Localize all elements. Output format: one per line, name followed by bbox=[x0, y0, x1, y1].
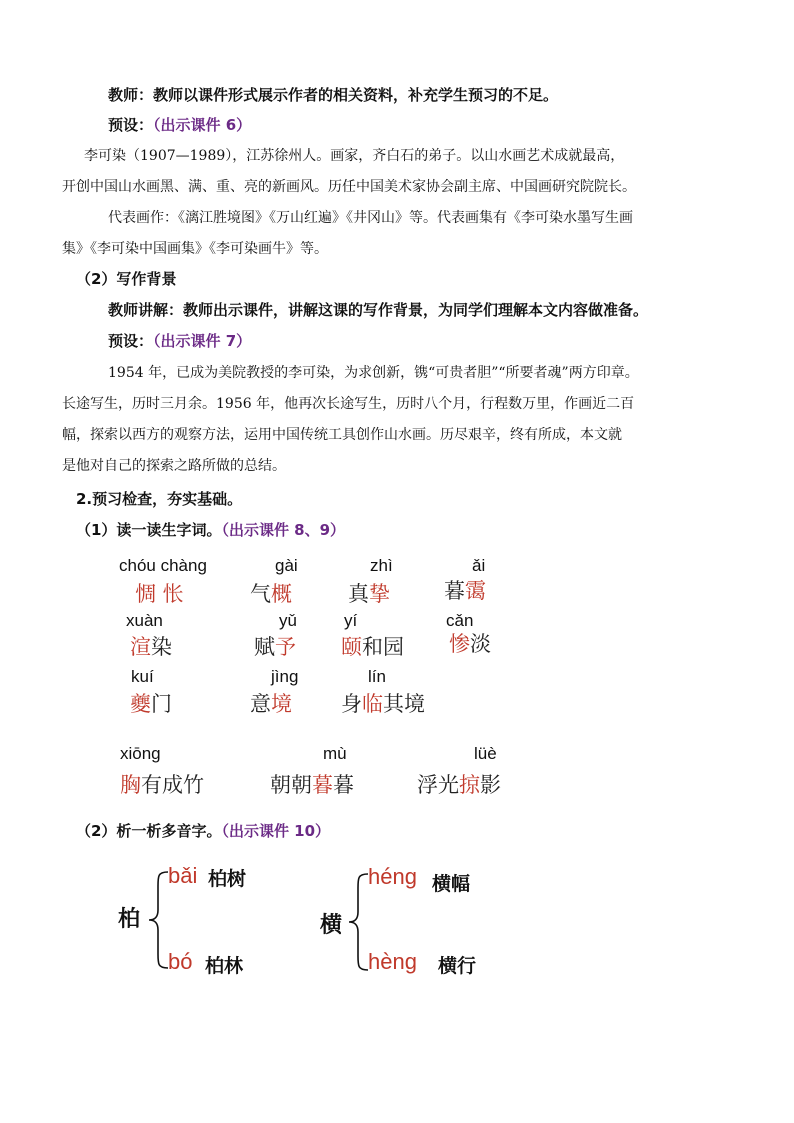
pinyin: lín bbox=[368, 667, 386, 686]
bio-line: 开创中国山水画黑、满、重、亮的新画风。历任中国美术家协会副主席、中国画研究院院长。 bbox=[62, 179, 636, 195]
context-char: 其境 bbox=[383, 692, 425, 716]
teacher-intro-text: 教师以课件形式展示作者的相关资料，补充学生预习的不足。 bbox=[153, 86, 559, 104]
bio-line: 李可染（1907—1989），江苏徐州人。画家，齐白石的弟子。以山水画艺术成就最高， bbox=[84, 148, 625, 164]
preset-1 bbox=[108, 114, 251, 135]
context-char: 身 bbox=[341, 692, 362, 716]
background-line: 1954 年，已成为美院教授的李可染，为求创新，镌“可贵者胆”“所要者魂”两方印章。 bbox=[108, 365, 639, 381]
subsection-label: （1）读一读生字词。 bbox=[76, 521, 222, 539]
courseware-ref: （出示课件 6） bbox=[153, 116, 252, 134]
background-line: 幅，探索以西方的观察方法，运用中国传统工具创作山水画。历尽艰辛，终有所成，本文就 bbox=[62, 427, 622, 443]
courseware-ref: （出示课件 7） bbox=[153, 332, 252, 350]
context-char: 朝朝 bbox=[270, 773, 312, 797]
vocab-word bbox=[444, 575, 486, 605]
vocab-word bbox=[341, 688, 425, 718]
vocab-word bbox=[341, 631, 404, 661]
target-char: 挚 bbox=[369, 582, 390, 606]
teacher-explain bbox=[108, 299, 648, 320]
context-char: 意 bbox=[250, 692, 271, 716]
context-char: 淡 bbox=[470, 632, 491, 656]
pinyin: xiōng bbox=[120, 744, 161, 763]
target-char: 惆 怅 bbox=[135, 582, 184, 606]
vocab-word bbox=[348, 578, 390, 608]
bio-line: 集》《李可染中国画集》《李可染画牛》等。 bbox=[62, 241, 328, 257]
vocab-word bbox=[120, 769, 204, 799]
pinyin: yǔ bbox=[279, 611, 297, 630]
target-char: 临 bbox=[362, 692, 383, 716]
context-char: 有成竹 bbox=[141, 773, 204, 797]
target-char: 胸 bbox=[120, 773, 141, 797]
section-title: （2）写作背景 bbox=[76, 270, 177, 288]
vocab-word bbox=[449, 628, 491, 658]
context-char: 影 bbox=[480, 773, 501, 797]
target-char: 予 bbox=[275, 635, 296, 659]
target-char: 惨 bbox=[449, 632, 470, 656]
context-char: 门 bbox=[151, 692, 172, 716]
teacher-intro bbox=[108, 84, 558, 105]
subsection-2 bbox=[76, 820, 330, 841]
pinyin: lüè bbox=[474, 744, 497, 763]
target-char: 颐 bbox=[341, 635, 362, 659]
vocab-word bbox=[135, 578, 184, 608]
target-char: 概 bbox=[271, 582, 292, 606]
polyphone-pinyin: hèng bbox=[368, 949, 417, 974]
subsection-1 bbox=[76, 519, 345, 540]
teacher-explain-label: 教师讲解： bbox=[108, 301, 184, 319]
preset-label: 预设： bbox=[108, 116, 154, 134]
context-char: 和园 bbox=[362, 635, 404, 659]
context-char: 暮 bbox=[333, 773, 354, 797]
pinyin: xuàn bbox=[126, 611, 163, 630]
context-char: 真 bbox=[348, 582, 369, 606]
pinyin: kuí bbox=[131, 667, 154, 686]
bio-line: 代表画作：《漓江胜境图》《万山红遍》《井冈山》等。代表画集有《李可染水墨写生画 bbox=[108, 210, 633, 226]
pinyin: zhì bbox=[370, 556, 393, 575]
teacher-explain-text: 教师出示课件，讲解这课的写作背景，为同学们理解本文内容做准备。 bbox=[183, 301, 649, 319]
polyphone-pinyin: bó bbox=[168, 949, 193, 974]
background-line: 是他对自己的探索之路所做的总结。 bbox=[62, 458, 286, 474]
preset-label: 预设： bbox=[108, 332, 154, 350]
target-char: 境 bbox=[271, 692, 292, 716]
polyphone-word: 横幅 bbox=[432, 873, 471, 895]
context-char: 气 bbox=[250, 582, 271, 606]
vocab-word bbox=[250, 688, 292, 718]
target-char: 渲 bbox=[130, 635, 151, 659]
pinyin: ǎi bbox=[472, 556, 486, 575]
polyphone-word: 柏林 bbox=[205, 955, 244, 977]
background-line: 长途写生，历时三月余。1956 年，他再次长途写生，历时八个月，行程数万里，作画近二百 bbox=[62, 396, 635, 412]
polyphone-char: 横 bbox=[320, 913, 343, 938]
courseware-ref: （出示课件 10） bbox=[221, 822, 331, 840]
target-char: 霭 bbox=[465, 579, 486, 603]
context-char: 染 bbox=[151, 635, 172, 659]
vocab-word bbox=[254, 631, 296, 661]
vocab-word bbox=[130, 688, 172, 718]
preset-2 bbox=[108, 330, 251, 351]
context-char: 赋 bbox=[254, 635, 275, 659]
pinyin: cǎn bbox=[446, 611, 474, 630]
polyphone-word: 柏树 bbox=[208, 868, 247, 890]
polyphone-pinyin: bǎi bbox=[168, 863, 198, 888]
target-char: 暮 bbox=[312, 773, 333, 797]
pinyin: gài bbox=[275, 556, 298, 575]
context-char: 暮 bbox=[444, 579, 465, 603]
polyphone-char: 柏 bbox=[118, 907, 141, 932]
vocab-word bbox=[270, 769, 354, 799]
courseware-ref: （出示课件 8、9） bbox=[221, 521, 346, 539]
vocab-word bbox=[130, 631, 172, 661]
polyphone-word: 横行 bbox=[438, 955, 477, 977]
subsection-label: （2）析一析多音字。 bbox=[76, 822, 222, 840]
target-char: 夔 bbox=[130, 692, 151, 716]
teacher-label: 教师： bbox=[108, 86, 154, 104]
context-char: 浮光 bbox=[417, 773, 459, 797]
vocab-word bbox=[250, 578, 292, 608]
step-title: 2.预习检查，夯实基础。 bbox=[76, 490, 243, 508]
polyphone-pinyin: héng bbox=[368, 864, 417, 889]
vocab-word bbox=[417, 769, 501, 799]
pinyin: chóu chàng bbox=[119, 556, 207, 575]
pinyin: mù bbox=[323, 744, 347, 763]
pinyin: jìng bbox=[271, 667, 299, 686]
pinyin: yí bbox=[344, 611, 358, 630]
target-char: 掠 bbox=[459, 773, 480, 797]
